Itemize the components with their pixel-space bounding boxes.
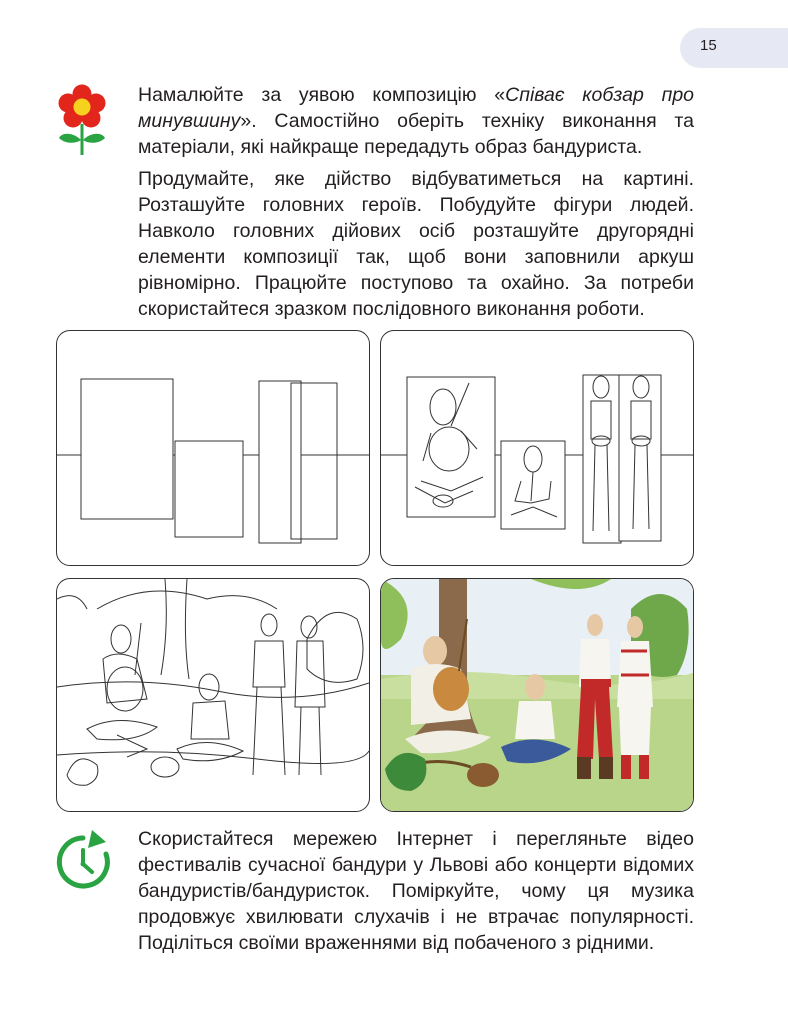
page-number-tab — [680, 28, 788, 68]
composition-title: Співає кобзар про минувшину — [138, 84, 695, 132]
step-1-layout-panel — [56, 330, 370, 566]
internet-task-paragraph: Скористайтеся мережею Інтернет і перегляньте відео фестивалів сучасної бандури у Львові або концерти відомих бандуристів/бандуристок. Поміркуйте, чому ця музика продовжує хвилювати слухачів і не втрачає популярності. Поділіться своїми враженнями від побаченого з рідними. — [138, 828, 694, 954]
step-3-line-drawing-panel — [56, 578, 370, 812]
page-number: 15 — [700, 37, 717, 54]
flower-icon — [56, 84, 108, 156]
task-instruction-paragraph — [138, 82, 694, 160]
task-text-suffix: ». Самостійно оберіть техніку виконання та матеріали, які найкраще передадуть образ бандуриста. — [138, 110, 694, 158]
step-4-color-painting-panel — [380, 578, 694, 812]
task-text-prefix: Намалюйте за уявою композицію « — [138, 84, 506, 106]
clock-arrow-icon — [54, 828, 112, 892]
step-2-figures-panel — [380, 330, 694, 566]
task-steps-paragraph: Продумайте, яке дійство відбуватиметься на картині. Розташуйте головних героїв. Побудуйте фігури людей. Навколо головних дійових осіб розташуйте другорядні елементи композиції так, щоб вони заповнили аркуш рівномірно. Працюйте поступово та охайно. За потреби скористайтеся зразком послідовного виконання роботи. — [138, 168, 694, 320]
